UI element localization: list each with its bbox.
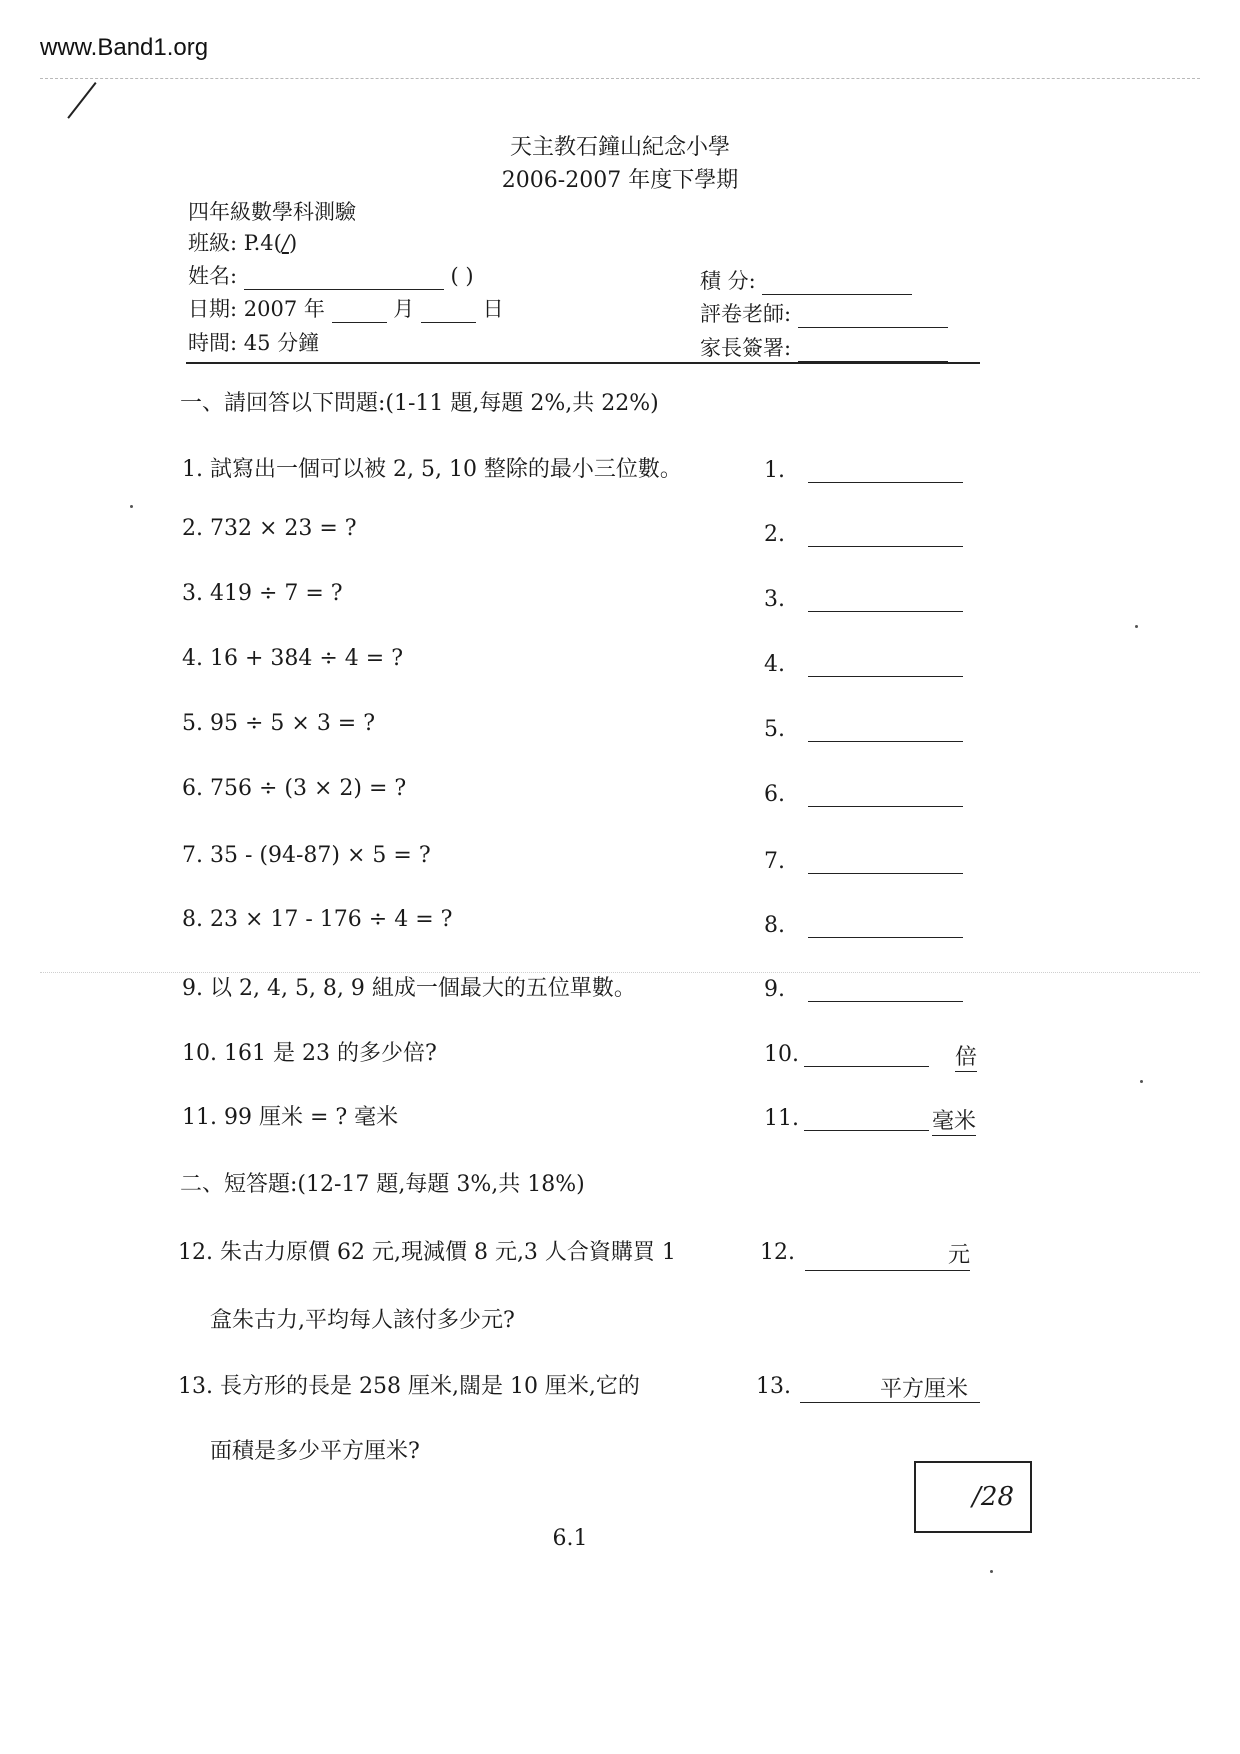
teacher-label: 評卷老師: [700,302,792,326]
name-field[interactable] [244,267,444,290]
answer-number-1: 1. [764,458,785,483]
scan-dot [1140,1080,1143,1083]
answer-number-12: 12. [760,1240,795,1265]
question-4-text: 4. 16 + 384 ÷ 4 = ? [182,646,404,671]
question-8-text: 8. 23 × 17 - 176 ÷ 4 = ? [182,907,453,932]
question-13-line-2: 面積是多少平方厘米? [210,1439,420,1464]
month-label: 月 [393,297,415,321]
day-label: 日 [482,297,504,321]
question-1-text: 1. 試寫出一個可以被 2, 5, 10 整除的最小三位數。 [182,457,682,482]
class-label: 班級: P.4( [188,231,282,255]
answer-line-12[interactable] [805,1268,970,1271]
header-divider [186,362,980,364]
term-title: 2006-2007 年度下學期 [501,168,739,193]
question-13-line-1: 13. 長方形的長是 258 厘米,闊是 10 厘米,它的 [178,1374,640,1399]
question-5-text: 5. 95 ÷ 5 × 3 = ? [182,711,376,736]
answer-line-4[interactable] [808,674,963,677]
answer-line-7[interactable] [808,871,963,874]
answer-number-7: 7. [764,849,785,874]
name-row [188,260,474,290]
class-value: / [281,231,289,255]
pen-stroke [67,82,96,119]
time-label: 時間: 45 分鐘 [188,331,320,355]
answer-number-5: 5. [764,717,785,742]
parent-row [700,332,948,362]
answer-number-8: 8. [764,913,785,938]
answer-line-11[interactable] [804,1128,929,1131]
answer-line-10[interactable] [804,1064,929,1067]
answer-number-11: 11. [764,1106,799,1131]
scan-dot [1135,625,1138,628]
question-3-text: 3. 419 ÷ 7 = ? [182,581,343,606]
question-6-text: 6. 756 ÷ (3 × 2) = ? [182,776,407,801]
answer-number-2: 2. [764,522,785,547]
answer-number-9: 9. [764,977,785,1002]
answer-line-5[interactable] [808,739,963,742]
teacher-row [700,298,948,328]
parent-label: 家長簽署: [700,336,792,360]
day-field[interactable] [421,300,476,323]
answer-unit-11: 毫米 [932,1104,976,1136]
section-one-title: 一、請回答以下問題:(1-11 題,每題 2%,共 22%) [180,391,659,416]
class-close: ) [288,231,298,255]
answer-line-9[interactable] [808,999,963,1002]
page-number: 6.1 [552,1526,588,1551]
answer-unit-12: 元 [948,1243,971,1268]
score-box-total: /28 [972,1482,1014,1512]
question-7-text: 7. 35 - (94-87) × 5 = ? [182,843,431,868]
class-row [188,227,297,257]
answer-line-3[interactable] [808,609,963,612]
answer-number-13: 13. [756,1374,791,1399]
exam-title: 四年級數學科測驗 [188,200,356,224]
answer-number-3: 3. [764,587,785,612]
answer-line-2[interactable] [808,544,963,547]
answer-number-6: 6. [764,782,785,807]
date-row [188,293,504,323]
parent-field[interactable] [798,339,948,362]
score-field[interactable] [762,272,912,295]
score-row [700,265,912,295]
school-name: 天主教石鐘山紀念小學 [509,135,730,160]
answer-number-4: 4. [764,652,785,677]
month-field[interactable] [332,300,387,323]
score-label: 積 分: [700,269,756,293]
answer-unit-10: 倍 [955,1040,977,1072]
question-10-text: 10. 161 是 23 的多少倍? [182,1041,437,1066]
scan-dot [990,1570,993,1573]
name-label: 姓名: [188,264,238,288]
date-label: 日期: 2007 年 [188,297,325,321]
answer-unit-13: 平方厘米 [880,1377,969,1402]
answer-line-8[interactable] [808,935,963,938]
question-9-text: 9. 以 2, 4, 5, 8, 9 組成一個最大的五位單數。 [182,976,636,1001]
answer-line-6[interactable] [808,804,963,807]
scan-dot [130,505,133,508]
question-12-line-2: 盒朱古力,平均每人該付多少元? [210,1308,515,1333]
question-11-text: 11. 99 厘米 = ? 毫米 [182,1105,399,1130]
answer-line-1[interactable] [808,480,963,483]
site-watermark[interactable]: www.Band1.org [40,34,209,61]
class-number-paren: ( ) [450,264,474,288]
teacher-field[interactable] [798,305,948,328]
question-12-line-1: 12. 朱古力原價 62 元,現減價 8 元,3 人合資購買 1 [178,1240,676,1265]
section-two-title: 二、短答題:(12-17 題,每題 3%,共 18%) [180,1172,585,1197]
question-2-text: 2. 732 × 23 = ? [182,516,357,541]
answer-number-10: 10. [764,1042,799,1067]
scan-line-top [40,78,1200,79]
